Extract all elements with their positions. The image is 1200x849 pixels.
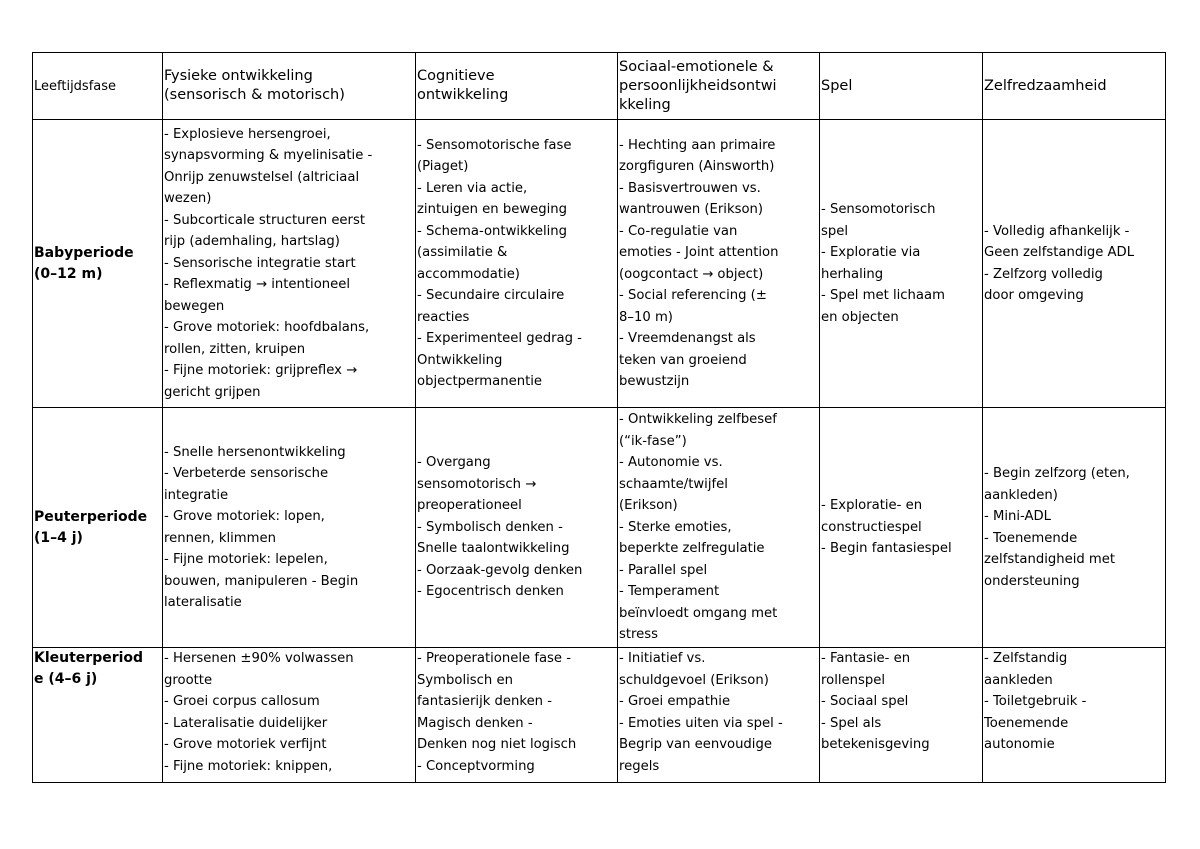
cell-line: (assimilatie & <box>417 245 508 260</box>
cell-line: - Sensorische integratie start <box>164 255 356 271</box>
cell-line: - Sociaal spel <box>821 694 909 709</box>
cell-line: zorgfiguren (Ainsworth) <box>619 159 775 174</box>
cell-line: bewustzijn <box>619 374 690 389</box>
cell-line: - Begin fantasiespel <box>821 541 952 557</box>
cell-line: Zelfredzaamheid <box>984 77 1107 94</box>
cell-line: aankleden <box>984 672 1053 688</box>
zelfredzaamheid-cell <box>983 408 1166 648</box>
cell-line: rijp (ademhaling, hartslag) <box>164 234 340 250</box>
cell-line: (“ik-fase”) <box>619 433 687 449</box>
cell-line: betekenisgeving <box>821 737 930 752</box>
cell-line: fantasierijk denken - <box>417 694 552 709</box>
cell-line: Denken nog niet logisch <box>417 737 577 752</box>
cell-line: wantrouwen (Erikson) <box>619 202 764 217</box>
cell-line: - Volledig afhankelijk - <box>984 223 1130 239</box>
cell-line: synapsvorming & myelinisatie - <box>164 148 373 164</box>
cell-line: - Explosieve hersengroei, <box>164 126 331 142</box>
cell-line: - Egocentrisch denken <box>417 584 564 600</box>
phase-cell <box>33 120 163 408</box>
cell-line: - Exploratie- en <box>821 498 923 514</box>
cell-line: persoonlijkheidsontwi <box>619 77 777 94</box>
cell-line: - Oorzaak-gevolg denken <box>417 562 583 578</box>
cell-line: - Zelfzorg volledig <box>984 266 1103 282</box>
cell-line: - Emoties uiten via spel - <box>619 715 783 731</box>
cell-line: Begrip van eenvoudige <box>619 737 772 752</box>
cell-line: Leeftijdsfase <box>34 78 117 94</box>
cell-line: reacties <box>417 309 470 325</box>
header-cell-cognitieve-ontwikkeling <box>416 53 618 120</box>
cell-line: - Symbolisch denken - <box>417 519 563 535</box>
cell-line: Spel <box>821 77 853 94</box>
cell-line: Snelle taalontwikkeling <box>417 541 570 557</box>
cell-line: - Toiletgebruik - <box>984 694 1087 709</box>
cell-line: - Spel als <box>821 715 882 731</box>
cell-line: Kleuterperiod <box>34 650 144 666</box>
cell-line: - Initiatief vs. <box>619 651 706 666</box>
header-cell-zelfredzaamheid <box>983 53 1166 120</box>
header-cell-leeftijdsfase <box>33 53 163 120</box>
cell-line: (oogcontact → object) <box>619 266 764 282</box>
phase-cell <box>33 408 163 648</box>
cell-line: - Lateralisatie duidelijker <box>164 715 328 731</box>
cell-line: - Hechting aan primaire <box>619 137 776 153</box>
cell-line: constructiespel <box>821 519 922 535</box>
cell-line: - Sterke emoties, <box>619 519 732 535</box>
cell-line: - Exploratie via <box>821 245 921 260</box>
cell-line: door omgeving <box>984 288 1084 303</box>
cell-line: - Begin zelfzorg (eten, <box>984 466 1130 481</box>
table-row-babyperiode <box>33 120 1166 408</box>
cell-line: - Vreemdenangst als <box>619 331 756 346</box>
cell-line: Magisch denken - <box>417 715 533 731</box>
cell-line: integratie <box>164 487 229 503</box>
cell-line: Peuterperiode <box>34 508 148 525</box>
cell-line: - Groei empathie <box>619 694 731 709</box>
cell-line: - Ontwikkeling zelfbesef <box>619 412 777 428</box>
cell-line: - Sensomotorisch <box>821 202 936 217</box>
cognitieve-cell <box>416 408 618 648</box>
cell-line: objectpermanentie <box>417 374 543 389</box>
cell-line: gericht grijpen <box>164 384 261 400</box>
cell-line: - Reflexmatig → intentioneel <box>164 277 351 293</box>
cell-line: Onrijp zenuwstelsel (altriciaal <box>164 169 360 185</box>
cell-line: - Experimenteel gedrag - <box>417 331 582 346</box>
cell-line: - Basisvertrouwen vs. <box>619 180 761 196</box>
header-cell-fysieke-ontwikkeling <box>163 53 416 120</box>
cell-line: - Mini-ADL <box>984 509 1052 524</box>
cell-line: sensomotorisch → <box>417 476 537 492</box>
cell-line: kkeling <box>619 96 671 113</box>
cell-line: teken van groeiend <box>619 352 747 368</box>
cell-line: (Piaget) <box>417 159 469 174</box>
cell-line: e (4–6 j) <box>34 671 98 687</box>
cell-line: - Co-regulatie van <box>619 223 738 239</box>
cell-line: rennen, klimmen <box>164 530 276 546</box>
cell-line: - Spel met lichaam <box>821 288 945 303</box>
cell-line: - Schema-ontwikkeling <box>417 223 567 239</box>
cell-line: schuldgevoel (Erikson) <box>619 672 769 688</box>
cell-line: - Toenemende <box>984 530 1078 546</box>
cell-line: accommodatie) <box>417 266 520 282</box>
development-table <box>32 52 1166 783</box>
cell-line: stress <box>619 627 659 643</box>
phase-cell <box>33 648 163 783</box>
cell-line: Cognitieve <box>417 68 495 84</box>
header-cell-spel <box>820 53 983 120</box>
cell-line: Geen zelfstandige ADL <box>984 245 1135 260</box>
cell-line: aankleden) <box>984 487 1058 503</box>
sociaal-emotionele-cell <box>618 408 820 648</box>
cell-line: beïnvloedt omgang met <box>619 605 778 621</box>
spel-cell <box>820 120 983 408</box>
fysieke-cell <box>163 408 416 648</box>
cell-line: zintuigen en beweging <box>417 202 567 217</box>
cell-line: lateralisatie <box>164 595 242 610</box>
cell-line: schaamte/twijfel <box>619 476 728 492</box>
cell-line: - Grove motoriek: hoofdbalans, <box>164 320 370 336</box>
cell-line: 8–10 m) <box>619 309 673 325</box>
cell-line: rollen, zitten, kruipen <box>164 341 306 357</box>
cell-line: preoperationeel <box>417 498 522 514</box>
cell-line: regels <box>619 758 660 774</box>
cell-line: Ontwikkeling <box>417 352 503 368</box>
table-row-kleuterperiode <box>33 648 1166 783</box>
zelfredzaamheid-cell <box>983 648 1166 783</box>
cell-line: (1–4 j) <box>34 529 83 546</box>
cell-line: - Preoperationele fase - <box>417 651 571 666</box>
cell-line: - Temperament <box>619 584 720 600</box>
cell-line: - Subcorticale structuren eerst <box>164 212 366 228</box>
cell-line: ontwikkeling <box>417 87 509 103</box>
cell-line: - Sensomotorische fase <box>417 137 572 153</box>
fysieke-cell <box>163 648 416 783</box>
cognitieve-cell <box>416 648 618 783</box>
cell-line: - Zelfstandig <box>984 651 1068 666</box>
header-cell-sociaal-emotionele-ontwikkeling <box>618 53 820 120</box>
cell-line: herhaling <box>821 266 884 282</box>
cell-line: - Fijne motoriek: lepelen, <box>164 552 328 567</box>
cell-line: grootte <box>164 672 213 688</box>
fysieke-cell <box>163 120 416 408</box>
cell-line: - Fantasie- en <box>821 651 911 666</box>
sociaal-emotionele-cell <box>618 120 820 408</box>
cell-line: - Leren via actie, <box>417 180 528 196</box>
cell-line: - Grove motoriek verfijnt <box>164 737 327 752</box>
cell-line: wezen) <box>164 191 212 207</box>
cell-line: zelfstandigheid met <box>984 552 1116 567</box>
cell-line: - Overgang <box>417 455 491 471</box>
cell-line: - Verbeterde sensorische <box>164 466 329 481</box>
cell-line: (Erikson) <box>619 498 678 514</box>
cell-line: Symbolisch en <box>417 672 513 688</box>
cell-line: spel <box>821 223 849 239</box>
cell-line: - Autonomie vs. <box>619 455 723 471</box>
cell-line: Toenemende <box>984 715 1069 731</box>
cognitieve-cell <box>416 120 618 408</box>
cell-line: - Groei corpus callosum <box>164 694 320 709</box>
cell-line: Sociaal-emotionele & <box>619 58 774 75</box>
cell-line: - Grove motoriek: lopen, <box>164 509 325 524</box>
cell-line: bouwen, manipuleren - Begin <box>164 573 359 589</box>
sociaal-emotionele-cell <box>618 648 820 783</box>
cell-line: (sensorisch & motorisch) <box>164 87 345 103</box>
cell-line: Babyperiode <box>34 244 134 261</box>
cell-line: bewegen <box>164 298 225 314</box>
cell-line: - Secundaire circulaire <box>417 288 565 303</box>
cell-line: - Fijne motoriek: knippen, <box>164 758 333 774</box>
cell-line: beperkte zelfregulatie <box>619 541 765 557</box>
header-row <box>33 53 1166 120</box>
cell-line: en objecten <box>821 309 899 325</box>
cell-line: (0–12 m) <box>34 265 103 282</box>
cell-line: - Fijne motoriek: grijpreflex → <box>164 363 358 379</box>
cell-line: - Hersenen ±90% volwassen <box>164 651 354 666</box>
cell-line: - Parallel spel <box>619 562 708 578</box>
zelfredzaamheid-cell <box>983 120 1166 408</box>
spel-cell <box>820 648 983 783</box>
cell-line: autonomie <box>984 737 1055 752</box>
cell-line: - Conceptvorming <box>417 758 535 774</box>
cell-line: ondersteuning <box>984 573 1080 589</box>
table-row-peuterperiode <box>33 408 1166 648</box>
cell-line: - Social referencing (± <box>619 288 767 303</box>
cell-line: rollenspel <box>821 672 886 688</box>
cell-line: Fysieke ontwikkeling <box>164 68 313 84</box>
spel-cell <box>820 408 983 648</box>
cell-line: - Snelle hersenontwikkeling <box>164 444 346 460</box>
cell-line: emoties - Joint attention <box>619 245 779 260</box>
